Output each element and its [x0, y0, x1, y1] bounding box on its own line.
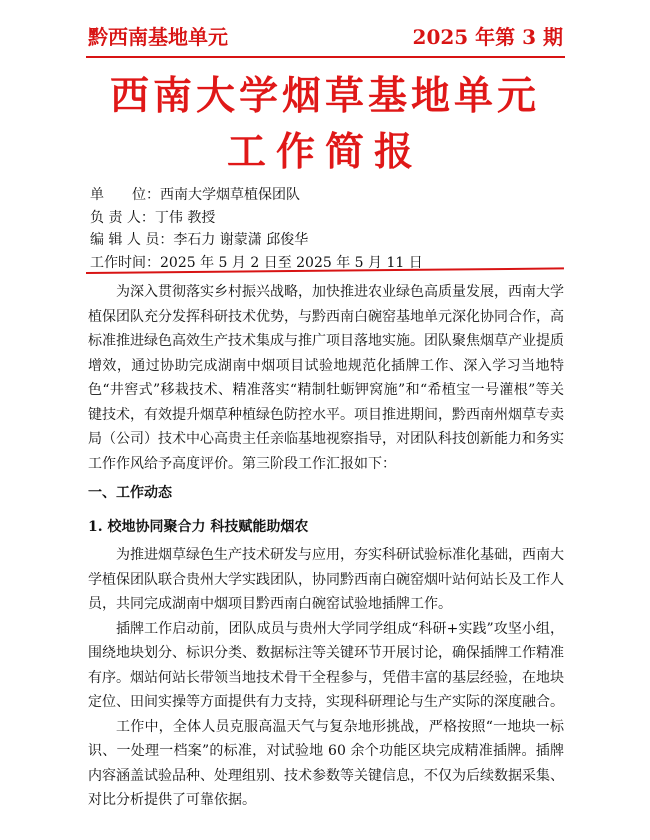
body-paragraph: 为推进烟草绿色生产技术研发与应用，夯实科研试验标准化基础，西南大学植保团队联合贵州大学实践团队，协同黔西南白碗窑烟叶站何站长及工作人员，共同完成湖南中烟项目黔西南白碗窑试验地插牌工作。 [88, 547, 564, 612]
bulletin-body [88, 280, 564, 813]
header-issue-number: 2025 年第 3 期 [412, 25, 563, 49]
meta-unit-label: 单 位： [90, 187, 160, 203]
bulletin-subtitle: 工作简报 [226, 129, 423, 175]
meta-editors-label: 编 辑 人 员： [90, 232, 174, 248]
meta-time-value: 2025 年 5 月 2 日至 2025 年 5 月 11 日 [160, 254, 423, 271]
body-paragraph: 插牌工作启动前，团队成员与贵州大学同学组成“科研+实践”攻坚小组，围绕地块划分、标识分类、数据标注等关键环节开展讨论，确保插牌工作精准有序。烟站何站长带领当地技术骨干全程参与，凭借丰富的基层经验，在地块定位、田间实操等方面提供有力支持，实现科研理论与生产实际的深度融合。 [88, 620, 564, 710]
header-unit-name: 黔西南基地单元 [88, 25, 228, 49]
header-divider [86, 56, 565, 58]
bulletin-title: 西南大学烟草基地单元 [109, 73, 540, 119]
meta-editors-row [90, 229, 423, 252]
meta-leader-label: 负 责 人： [90, 209, 155, 226]
meta-time-label: 工作时间： [90, 254, 160, 271]
body-paragraph: 工作中，全体人员克服高温天气与复杂地形挑战，严格按照“一地块一标识、一处理一档案”的标准，对试验地 60 余个功能区块完成精准插牌。插牌内容涵盖试验品种、处理组别、技术参数等关键信息，不仅为后续数据采集、对比分析提供了可靠依据。 [88, 718, 564, 808]
meta-editors-value: 李石力 谢蒙潇 邱俊华 [173, 232, 309, 248]
page-header [88, 22, 563, 52]
subsection-heading-collaboration: 1. 校地协同聚合力 科技赋能助烟农 [88, 518, 309, 535]
bulletin-meta [90, 184, 423, 274]
meta-unit-row [90, 184, 423, 207]
meta-leader-value: 丁伟 教授 [154, 209, 216, 226]
meta-leader-row [90, 207, 423, 230]
meta-unit-value: 西南大学烟草植保团队 [160, 187, 300, 203]
intro-paragraph: 为深入贯彻落实乡村振兴战略，加快推进农业绿色高质量发展，西南大学植保团队充分发挥科研技术优势，与黔西南白碗窑基地单元深化协同合作，高标准推进绿色高效生产技术集成与推广项目落地实施。团队聚焦烟草产业提质增效，通过协助完成湖南中烟项目试验地规范化插牌工作、深入学习当地特色“井窖式”移栽技术、精准落实“精制牡蛎钾窝施”和“希植宝一号灌根”等关键技术，有效提升烟草种植绿色防控水平。项目推进期间，黔西南州烟草专卖局（公司）技术中心高贵主任亲临基地视察指导，对团队科技创新能力和务实工作作风给予高度评价。第三阶段工作汇报如下： [88, 284, 564, 472]
section-heading-work-updates: 一、工作动态 [88, 485, 172, 501]
